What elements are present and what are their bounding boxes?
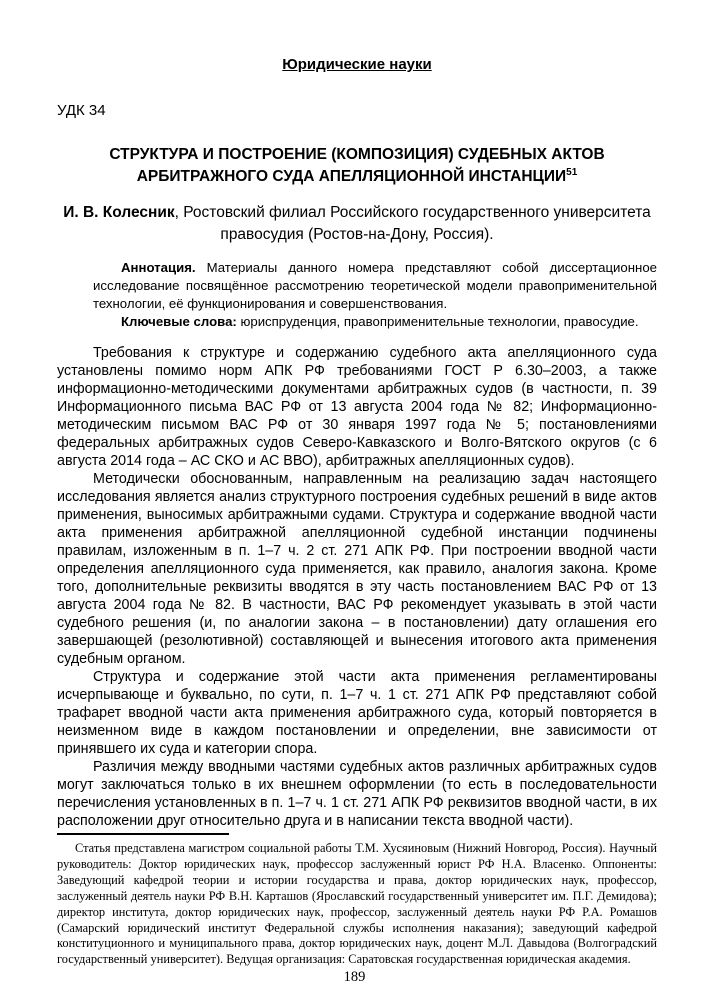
body-paragraph-4: Различия между вводными частями судебных актов различных арбитражных судов могут заключаться только в их внешнем оформлении (то есть в последовательности перечисления установленных в п. 1–7 ч. 1 ст. 271 АПК РФ реквизитов вводной части, в их расположении друг относительно друга и в написании текста вводной части). <box>57 759 657 829</box>
keywords-text: юриспруденция, правоприменительные технологии, правосудие. <box>240 314 639 329</box>
udc-code: УДК 34 <box>57 102 106 119</box>
footnote-area <box>57 833 657 968</box>
body-paragraph-3: Структура и содержание этой части акта применения регламентированы исчерпывающе и буквально, по сути, п. 1–7 ч. 1 ст. 271 АПК РФ представляют собой трафарет вводной части акта применения арбитражного суда, который повторяется в неизменном виде в каждом постановлении и определении, вне зависимости от принявшего их суда и категории спора. <box>57 669 657 757</box>
abstract-block <box>93 259 657 331</box>
section-header: Юридические науки <box>282 56 432 73</box>
abstract-text: Материалы данного номера представляют собой диссертационное исследование посвящённое рассмотрению теоретической модели правоприменительной технологии, её функционирования и совершенствования. <box>93 260 657 311</box>
title-footnote-ref: 51 <box>566 166 578 178</box>
article-title-text: СТРУКТУРА И ПОСТРОЕНИЕ (КОМПОЗИЦИЯ) СУДЕБНЫХ АКТОВ АРБИТРАЖНОГО СУДА АПЕЛЛЯЦИОННОЙ ИНСТАНЦИИ <box>109 146 605 185</box>
author-line <box>57 202 657 246</box>
body-paragraph-2: Методически обоснованным, направленным на реализацию задач настоящего исследования является анализ структурного построения судебных решений в виде актов применения, выносимых арбитражными судами. Структура и содержание вводной части акта применения арбитражной апелляционной судебной инстанции подчинены правилам, изложенным в п. 1–7 ч. 2 ст. 271 АПК РФ. При построении вводной части определения апелляционного суда применяется, как правило, аналогия закона. Кроме того, дополнительные реквизиты вводятся в эту часть постановлением ВАС РФ от 13 августа 2004 года № 82. В частности, ВАС РФ рекомендует указывать в этой части судебного решения (и, по аналогии закона – в постановлении) дату оглашения его завершающей (резолютивной) составляющей и вынесения итогового акта применения судебным органом. <box>57 471 657 667</box>
author-name: И. В. Колесник <box>63 204 175 221</box>
article-title <box>57 144 657 188</box>
page-number: 189 <box>343 969 366 985</box>
author-affiliation: , Ростовский филиал Российского государственного университета правосудия (Ростов-на-Дону, Россия). <box>174 204 651 243</box>
body-paragraph-1: Требования к структуре и содержанию судебного акта апелляционного суда установлены помимо норм АПК РФ требованиями ГОСТ Р 6.30–2003, а также информационно-методическими документами арбитражных судов (в частности, п. 39 Информационного письма ВАС РФ от 13 августа 2004 года № 82; Информационно-методическим письмом ВАС РФ от 30 января 1997 года № 5; постановлениями федеральных арбитражных судов Северо-Кавказского и Волго-Вятского округов (с 6 августа 2014 года – АС СКО и АС ВВО), арбитражных апелляционных судов). <box>57 345 657 469</box>
abstract-paragraph <box>93 259 657 313</box>
footnote-text: Статья представлена магистром социальной работы Т.М. Хусяиновым (Нижний Новгород, Россия). Научный руководитель: Доктор юридических наук, профессор заслуженный юрист РФ Н.А. Власенко. Оппоненты: Заведующий кафедрой теории и истории государства и права, доктор юридических наук, профессор, заслуженный деятель науки РФ В.Н. Карташов (Ярославский государственный университет им. П.Г. Демидова); директор института, доктор юридических наук, профессор, заслуженный деятель науки РФ Р.А. Ромашов (Самарский юридический институт Федеральной службы исполнения наказания); заведующий кафедрой конституционного и муниципального права, доктор юридических наук, доцент М.Л. Давыдова (Волгоградский государственный университет). Ведущая организация: Саратовская государственная юридическая академия. <box>57 841 657 967</box>
abstract-label: Аннотация. <box>121 260 196 275</box>
article-body <box>57 344 657 830</box>
keywords-paragraph <box>93 313 657 331</box>
footnote-separator <box>57 833 229 835</box>
keywords-label: Ключевые слова: <box>121 314 237 329</box>
